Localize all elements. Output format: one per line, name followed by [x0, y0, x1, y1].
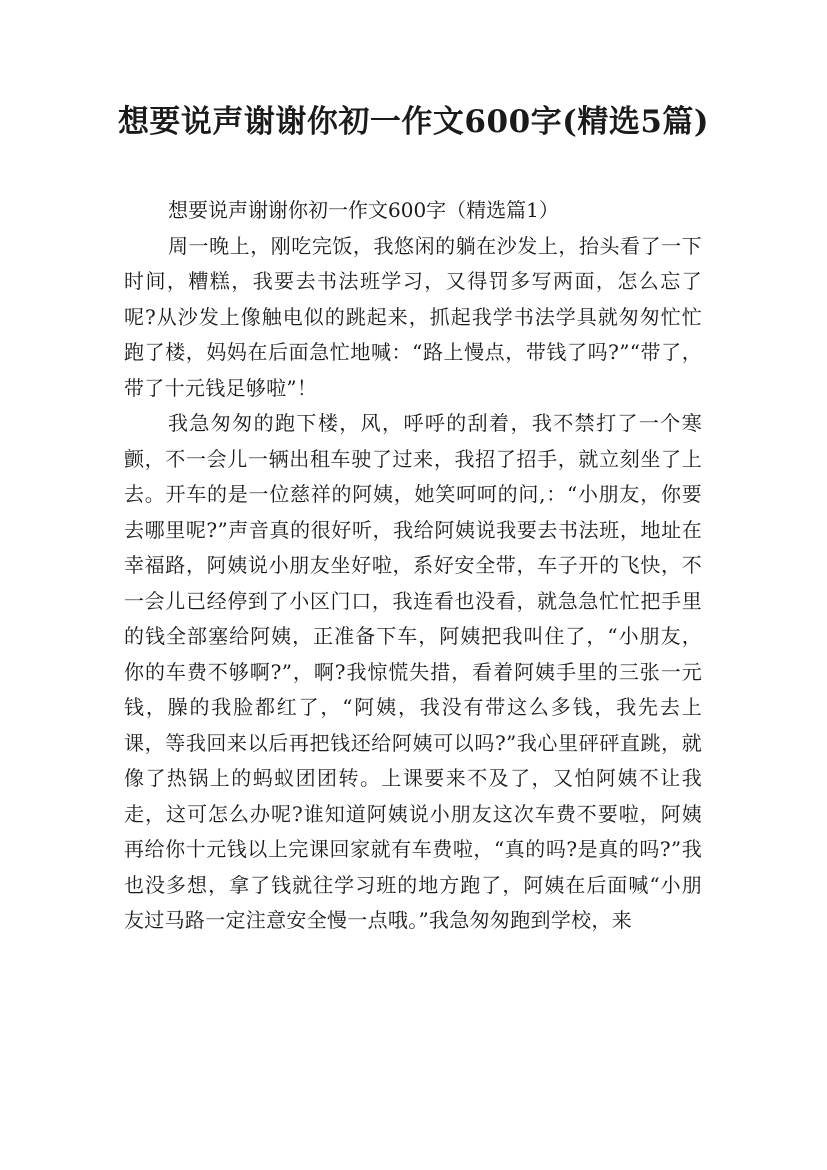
paragraph-1: 周一晚上，刚吃完饭，我悠闲的躺在沙发上，抬头看了一下时间，糟糕，我要去书法班学习，又得罚多写两面，怎么忘了呢?从沙发上像触电似的跳起来，抓起我学书法学具就匆匆忙忙跑了楼，妈妈在后面急忙地喊：“路上慢点，带钱了吗?”“带了，带了十元钱足够啦”！: [124, 233, 702, 400]
section-heading: 想要说声谢谢你初一作文600字（精选篇1）: [168, 198, 559, 222]
paragraph-2: 我急匆匆的跑下楼，风，呼呼的刮着，我不禁打了一个寒颤，不一会儿一辆出租车驶了过来，我招了招手，就立刻坐了上去。开车的是一位慈祥的阿姨，她笑呵呵的问,：“小朋友，你要去哪里呢?”声音真的很好听，我给阿姨说我要去书法班，地址在幸福路，阿姨说小朋友坐好啦，系好安全带，车子开的飞快，不一会儿已经停到了小区门口，我连看也没看，就急急忙忙把手里的钱全部塞给阿姨，正准备下车，阿姨把我叫住了，“小朋友，你的车费不够啊?”，啊?我惊慌失措，看着阿姨手里的三张一元钱，臊的我脸都红了，“阿姨，我没有带这么多钱，我先去上课，等我回来以后再把钱还给阿姨可以吗?”我心里砰砰直跳，就像了热锅上的蚂蚁团团转。上课要来不及了，又怕阿姨不让我走，这可怎么办呢?谁知道阿姨说小朋友这次车费不要啦，阿姨再给你十元钱以上完课回家就有车费啦，“真的吗?是真的吗?”我也没多想，拿了钱就往学习班的地方跑了，阿姨在后面喊“小朋友过马路一定注意安全慢一点哦。”我急匆匆跑到学校，来: [124, 411, 702, 932]
document-body: [124, 193, 702, 939]
document-title: 想要说声谢谢你初一作文600字(精选5篇): [117, 104, 710, 140]
